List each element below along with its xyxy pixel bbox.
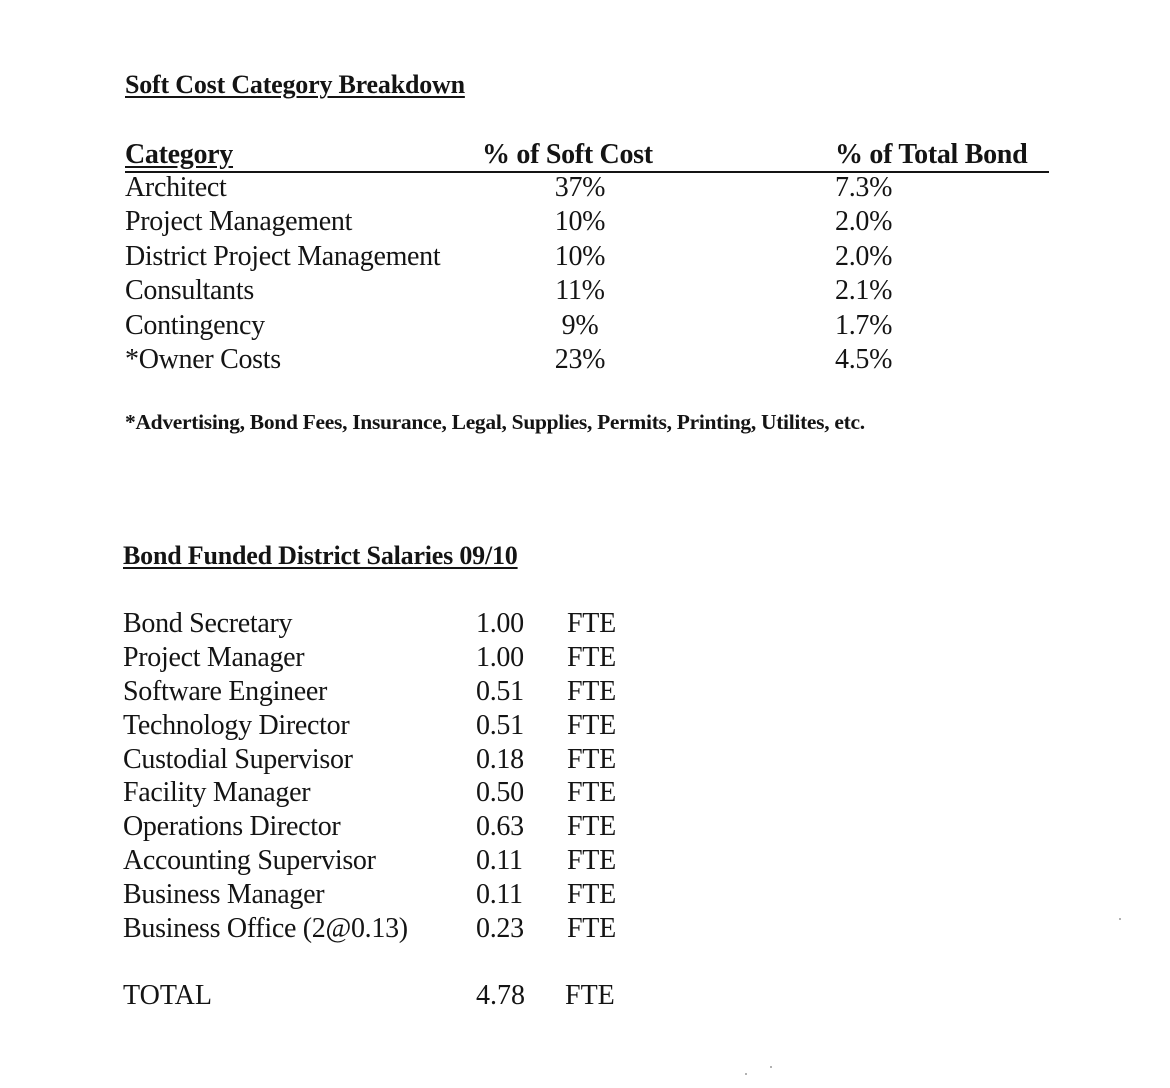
- fte-unit-cell: FTE: [567, 675, 616, 707]
- pct-bond-cell: 2.0%: [835, 206, 893, 238]
- table-row: [125, 274, 1049, 308]
- fte-unit-cell: FTE: [567, 811, 616, 843]
- total-fte-value: 4.78: [476, 980, 525, 1011]
- pct-bond-cell: 2.1%: [835, 275, 893, 307]
- pct-soft-cell: 9%: [561, 309, 599, 341]
- owner-costs-footnote: *Advertising, Bond Fees, Insurance, Legal, Supplies, Permits, Printing, Utilites, etc.: [125, 410, 865, 434]
- table-row: [125, 171, 1049, 205]
- header-pct-total-bond: % of Total Bond: [835, 139, 1028, 170]
- category-cell: Consultants: [125, 275, 254, 307]
- soft-cost-table: [125, 171, 1049, 377]
- pct-bond-cell: 4.5%: [835, 343, 893, 375]
- header-category: Category: [125, 139, 234, 170]
- fte-value-cell: 0.11: [476, 845, 523, 877]
- table-row: [123, 743, 683, 777]
- category-cell: Project Management: [125, 206, 353, 238]
- table-row: [125, 240, 1049, 274]
- table-row: [123, 607, 683, 641]
- scan-speck: [745, 1073, 747, 1075]
- fte-value-cell: 0.51: [476, 709, 524, 741]
- total-fte-unit: FTE: [565, 980, 615, 1011]
- position-cell: Accounting Supervisor: [123, 845, 376, 877]
- pct-bond-cell: 7.3%: [835, 172, 893, 203]
- pct-bond-cell: 2.0%: [835, 240, 893, 272]
- fte-unit-cell: FTE: [567, 641, 616, 673]
- position-cell: Business Manager: [123, 879, 325, 911]
- pct-soft-cell: 23%: [554, 343, 606, 375]
- position-cell: Project Manager: [123, 641, 305, 673]
- position-cell: Operations Director: [123, 811, 341, 843]
- salaries-total-row: [123, 979, 683, 1013]
- total-label: TOTAL: [123, 980, 213, 1011]
- fte-value-cell: 1.00: [476, 641, 524, 673]
- position-cell: Technology Director: [123, 709, 350, 741]
- scan-speck: [1119, 918, 1121, 920]
- category-cell: Contingency: [125, 309, 265, 341]
- fte-value-cell: 1.00: [476, 608, 524, 639]
- category-cell: Architect: [125, 172, 227, 203]
- position-cell: Custodial Supervisor: [123, 743, 353, 775]
- table-row: [123, 878, 683, 912]
- salaries-table: [123, 607, 683, 946]
- pct-soft-cell: 11%: [555, 275, 605, 307]
- fte-unit-cell: FTE: [567, 743, 616, 775]
- pct-bond-cell: 1.7%: [835, 309, 893, 341]
- pct-soft-cell: 10%: [554, 240, 606, 272]
- fte-value-cell: 0.11: [476, 879, 523, 911]
- fte-unit-cell: FTE: [567, 845, 616, 877]
- table-row: [125, 309, 1049, 343]
- table-row: [123, 912, 683, 946]
- soft-cost-title: Soft Cost Category Breakdown: [125, 70, 465, 99]
- position-cell: Bond Secretary: [123, 608, 293, 639]
- category-cell: *Owner Costs: [125, 343, 281, 375]
- position-cell: Business Office (2@0.13): [123, 913, 408, 945]
- fte-value-cell: 0.23: [476, 913, 524, 945]
- fte-value-cell: 0.51: [476, 675, 524, 707]
- fte-unit-cell: FTE: [567, 777, 616, 809]
- scan-speck: [770, 1066, 772, 1068]
- pct-soft-cell: 37%: [554, 172, 606, 203]
- fte-unit-cell: FTE: [567, 608, 616, 639]
- header-pct-soft-cost: % of Soft Cost: [482, 139, 653, 170]
- pct-soft-cell: 10%: [554, 206, 606, 238]
- fte-value-cell: 0.50: [476, 777, 524, 809]
- salaries-title: Bond Funded District Salaries 09/10: [123, 541, 518, 570]
- table-row: [123, 675, 683, 709]
- category-cell: District Project Management: [125, 240, 441, 272]
- table-row: [123, 844, 683, 878]
- table-row: [123, 709, 683, 743]
- soft-cost-header-row: [125, 139, 1049, 173]
- fte-value-cell: 0.18: [476, 743, 524, 775]
- fte-unit-cell: FTE: [567, 709, 616, 741]
- position-cell: Facility Manager: [123, 777, 311, 809]
- fte-unit-cell: FTE: [567, 879, 616, 911]
- table-row: [125, 343, 1049, 377]
- table-row: [125, 205, 1049, 239]
- fte-value-cell: 0.63: [476, 811, 524, 843]
- table-row: [123, 776, 683, 810]
- table-row: [123, 810, 683, 844]
- fte-unit-cell: FTE: [567, 913, 616, 945]
- position-cell: Software Engineer: [123, 675, 328, 707]
- table-row: [123, 641, 683, 675]
